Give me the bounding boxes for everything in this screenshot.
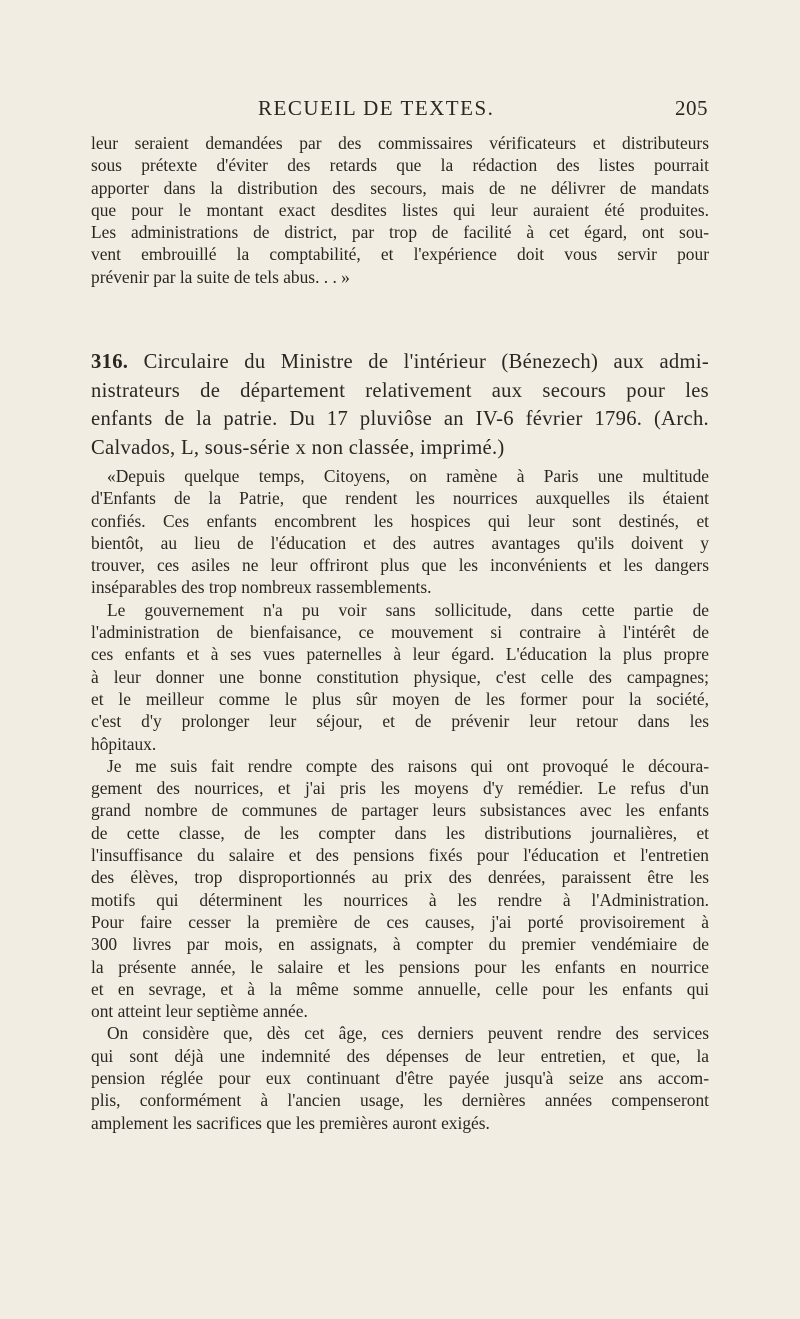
text-line: vent embrouillé la comptabilité, et l'expérience doit vous servir pour (91, 244, 709, 265)
text-line: Pour faire cesser la première de ces causes, j'ai porté provisoirement à (91, 911, 709, 932)
page-number: 205 (675, 96, 708, 120)
heading-line: Calvados, L, sous-série x non classée, imprimé.) (91, 436, 505, 459)
text-line: Les administrations de district, par trop de facilité à cet égard, ont sou- (91, 222, 709, 243)
running-head (258, 96, 708, 126)
text-line: de cette classe, de les compter dans les distributions journalières, et (91, 822, 709, 843)
heading-text: Circulaire du Ministre de l'intérieur (Bénezech) aux admi- (143, 351, 709, 373)
text-line: bientôt, au lieu de l'éducation et des autres avantages qu'ils doivent y (91, 532, 709, 553)
text-line: 300 livres par mois, en assignats, à compter du premier vendémiaire de (91, 934, 709, 955)
text-line: inséparables des trop nombreux rassemblements. (91, 577, 432, 598)
text-line: ont atteint leur septième année. (91, 1001, 308, 1022)
text-line: des élèves, trop disproportionnés au prix des denrées, paraissent être les (91, 867, 709, 888)
text-line: grand nombre de communes de partager leurs subsistances avec les enfants (91, 800, 709, 821)
text-line: «Depuis quelque temps, Citoyens, on ramène à Paris une multitude (107, 466, 709, 486)
text-line: qui sont déjà une indemnité des dépenses de leur entretien, et que, la (91, 1045, 709, 1066)
text-line: c'est d'y prolonger leur séjour, et de prévenir leur retour dans les (91, 711, 709, 732)
text-line: gement des nourrices, et j'ai pris les moyens d'y remédier. Le refus d'un (91, 778, 709, 799)
text-line: et le meilleur comme le plus sûr moyen de les former pour la société, (91, 688, 709, 709)
text-line: et en sevrage, et à la même somme annuelle, celle pour les enfants qui (91, 978, 709, 999)
heading-line: enfants de la patrie. Du 17 pluviôse an IV-6 février 1796. (Arch. (91, 408, 709, 430)
text-line: amplement les sacrifices que les premières auront exigés. (91, 1112, 490, 1133)
heading-line: nistrateurs de département relativement aux secours pour les (91, 379, 709, 402)
text-line: l'insuffisance du salaire et des pensions fixés pour l'éducation et l'entretien (91, 845, 709, 866)
intro-text (91, 132, 709, 288)
text-line: à leur donner une bonne constitution physique, c'est celle des campagnes; (91, 666, 709, 687)
text-line: plis, conformément à l'ancien usage, les dernières années compenseront (91, 1090, 709, 1111)
paragraph (91, 465, 709, 599)
text-line: que pour le montant exact desdites listes qui leur auraient été produites. (91, 199, 709, 220)
text-line: prévenir par la suite de tels abus. . . » (91, 266, 350, 287)
text-line: pension réglée pour eux continuant d'être payée jusqu'à seize ans accom- (91, 1068, 709, 1089)
section-heading (91, 348, 709, 462)
text-line: Je me suis fait rendre compte des raisons qui ont provoqué le découra- (107, 755, 709, 776)
text-line: motifs qui déterminent les nourrices à les rendre à l'Administration. (91, 889, 709, 910)
section-number: 316. (91, 351, 129, 373)
text-line: leur seraient demandées par des commissaires vérificateurs et distributeurs (91, 133, 709, 153)
paragraph (91, 755, 709, 1023)
letter-body (91, 465, 709, 1134)
text-line: trouver, ces asiles ne leur offriront plus que les inconvénients et les dangers (91, 555, 709, 576)
text-line: d'Enfants de la Patrie, que rendent les nourrices auxquelles ils étaient (91, 488, 709, 509)
text-line: confiés. Ces enfants encombrent les hospices qui leur sont destinés, et (91, 510, 709, 531)
text-line: l'administration de bienfaisance, ce mouvement si contraire à l'intérêt de (91, 622, 709, 643)
text-line: Le gouvernement n'a pu voir sans sollicitude, dans cette partie de (107, 599, 709, 620)
text-line: apporter dans la distribution des secours, mais de ne délivrer de mandats (91, 177, 709, 198)
text-line: On considère que, dès cet âge, ces derniers peuvent rendre des services (107, 1023, 709, 1044)
heading-line (91, 348, 709, 377)
paragraph (91, 1022, 709, 1133)
text-line: hôpitaux. (91, 733, 157, 754)
text-line: la présente année, le salaire et les pensions pour les enfants en nourrice (91, 956, 709, 977)
paragraph (91, 599, 709, 755)
text-line: sous prétexte d'éviter des retards que la rédaction des listes pourrait (91, 155, 709, 176)
running-head-title: RECUEIL DE TEXTES. (258, 96, 495, 120)
text-line: ces enfants et à ses vues paternelles à leur égard. L'éducation la plus propre (91, 644, 709, 665)
